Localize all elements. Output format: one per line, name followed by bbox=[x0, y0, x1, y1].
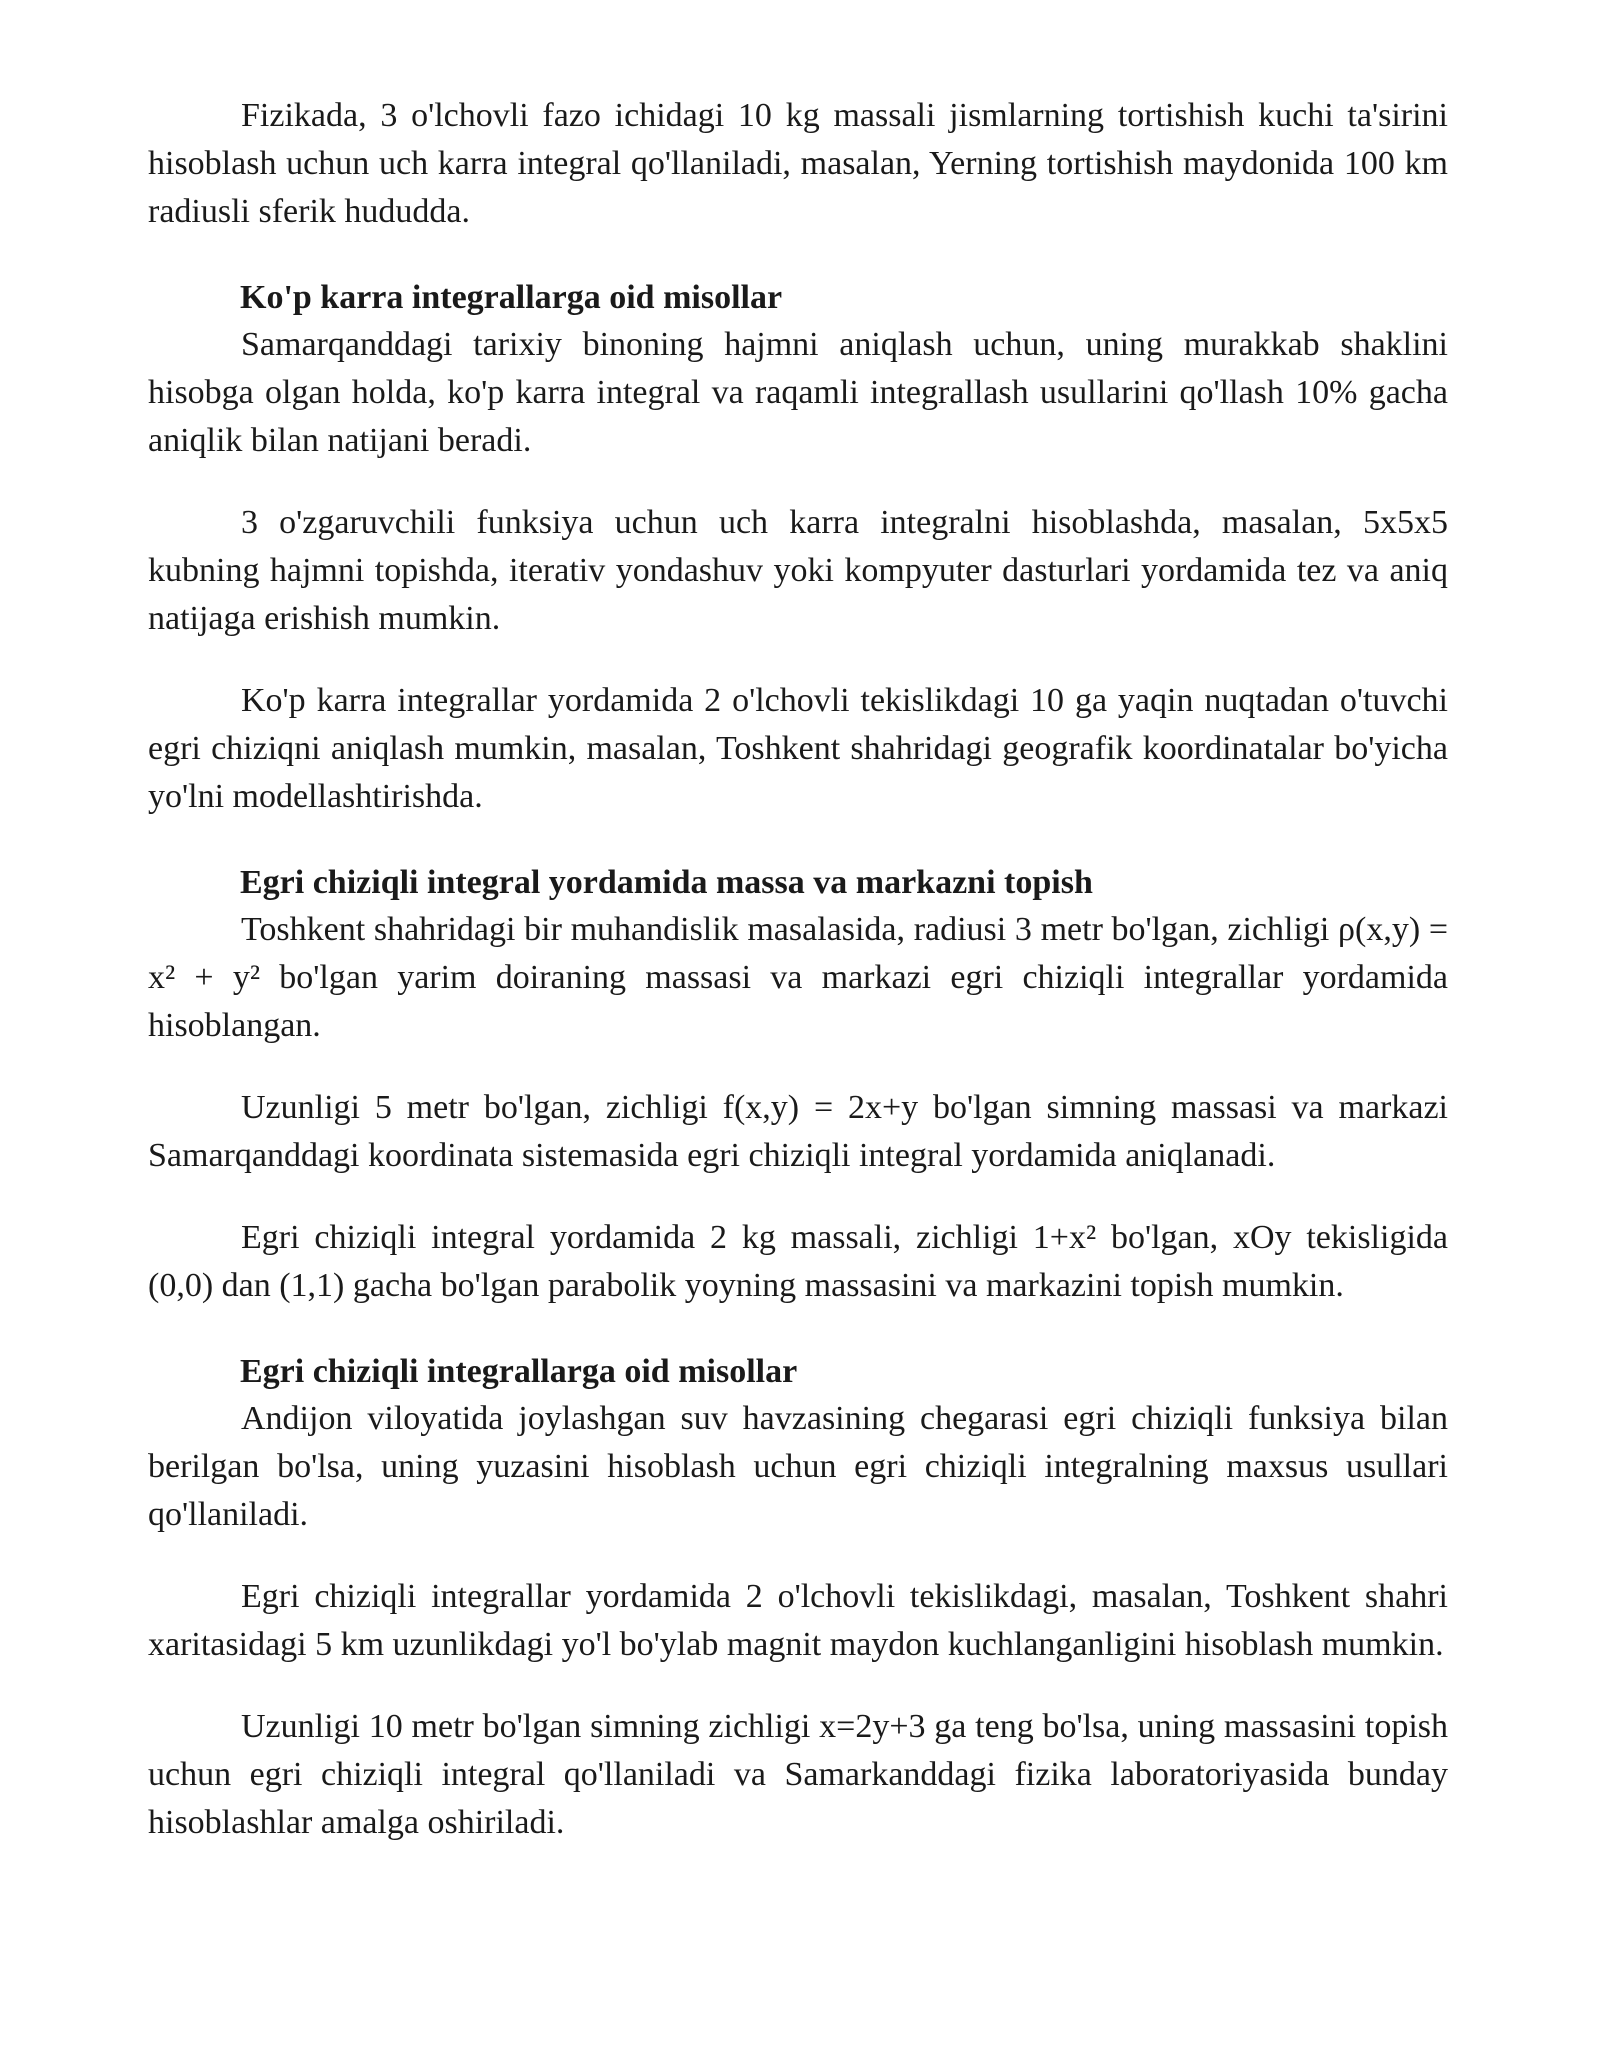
spacer bbox=[148, 1669, 1448, 1703]
spacer bbox=[148, 1180, 1448, 1214]
spacer bbox=[148, 1310, 1448, 1349]
section-heading-multiple-integrals: Ko'p karra integrallarga oid misollar bbox=[240, 279, 783, 316]
spacer bbox=[148, 643, 1448, 677]
spacer bbox=[148, 236, 1448, 275]
paragraph-andijan-reservoir: Andijon viloyatida joylashgan suv havzasining chegarasi egri chiziqli funksiya bilan berilgan bo'lsa, uning yuzasini hisoblash uchun egri chiziqli integralning maxsus usullari qo'llaniladi. bbox=[148, 1400, 1448, 1533]
spacer bbox=[148, 1050, 1448, 1084]
section-heading-line-integral-mass-center: Egri chiziqli integral yordamida massa va markazni topish bbox=[240, 864, 1093, 901]
paragraph-samarkand-building-volume: Samarqanddagi tarixiy binoning hajmni aniqlash uchun, uning murakkab shaklini hisobga olgan holda, ko'p karra integral va raqamli integrallash usullarini qo'llash 10% gacha aniqlik bilan natijani beradi. bbox=[148, 326, 1448, 459]
spacer bbox=[148, 821, 1448, 860]
paragraph-wire-mass: Uzunligi 5 metr bo'lgan, zichligi f(x,y) = 2x+y bo'lgan simning massasi va markazi Samarqanddagi koordinata sistemasida egri chiziqli integral yordamida aniqlanadi. bbox=[148, 1089, 1448, 1174]
document-page bbox=[148, 92, 1448, 1847]
paragraph-semicircle-mass: Toshkent shahridagi bir muhandislik masalasida, radiusi 3 metr bo'lgan, zichligi ρ(x,y) = x² + y² bo'lgan yarim doiraning massasi va markazi egri chiziqli integrallar yordamida hisoblangan. bbox=[148, 911, 1448, 1044]
paragraph-magnetic-field: Egri chiziqli integrallar yordamida 2 o'lchovli tekislikdagi, masalan, Toshkent shahri xaritasidagi 5 km uzunlikdagi yo'l bo'ylab magnit maydon kuchlanganligini hisoblash mumkin. bbox=[148, 1578, 1448, 1663]
paragraph-parabolic-arc: Egri chiziqli integral yordamida 2 kg massali, zichligi 1+x² bo'lgan, xOy tekisligida (0,0) dan (1,1) gacha bo'lgan parabolik yoyning massasini va markazini topish mumkin. bbox=[148, 1219, 1448, 1304]
paragraph-gravity-triple-integral: Fizikada, 3 o'lchovli fazo ichidagi 10 kg massali jismlarning tortishish kuchi ta'sirini hisoblash uchun uch karra integral qo'llaniladi, masalan, Yerning tortishish maydonida 100 km radiusli sferik hududda. bbox=[148, 97, 1448, 230]
spacer bbox=[148, 465, 1448, 499]
paragraph-tashkent-curve: Ko'p karra integrallar yordamida 2 o'lchovli tekislikdagi 10 ga yaqin nuqtadan o'tuvchi egri chiziqni aniqlash mumkin, masalan, Toshkent shahridagi geografik koordinatalar bo'yicha yo'lni modellashtirishda. bbox=[148, 682, 1448, 815]
paragraph-cube-volume: 3 o'zgaruvchili funksiya uchun uch karra integralni hisoblashda, masalan, 5x5x5 kubning hajmni topishda, iterativ yondashuv yoki kompyuter dasturlari yordamida tez va aniq natijaga erishish mumkin. bbox=[148, 504, 1448, 637]
section-heading-line-integral-examples: Egri chiziqli integrallarga oid misollar bbox=[240, 1353, 798, 1390]
paragraph-wire-density: Uzunligi 10 metr bo'lgan simning zichligi x=2y+3 ga teng bo'lsa, uning massasini topish uchun egri chiziqli integral qo'llaniladi va Samarkanddagi fizika laboratoriyasida bunday hisoblashlar amalga oshiriladi. bbox=[148, 1708, 1448, 1841]
spacer bbox=[148, 1539, 1448, 1573]
